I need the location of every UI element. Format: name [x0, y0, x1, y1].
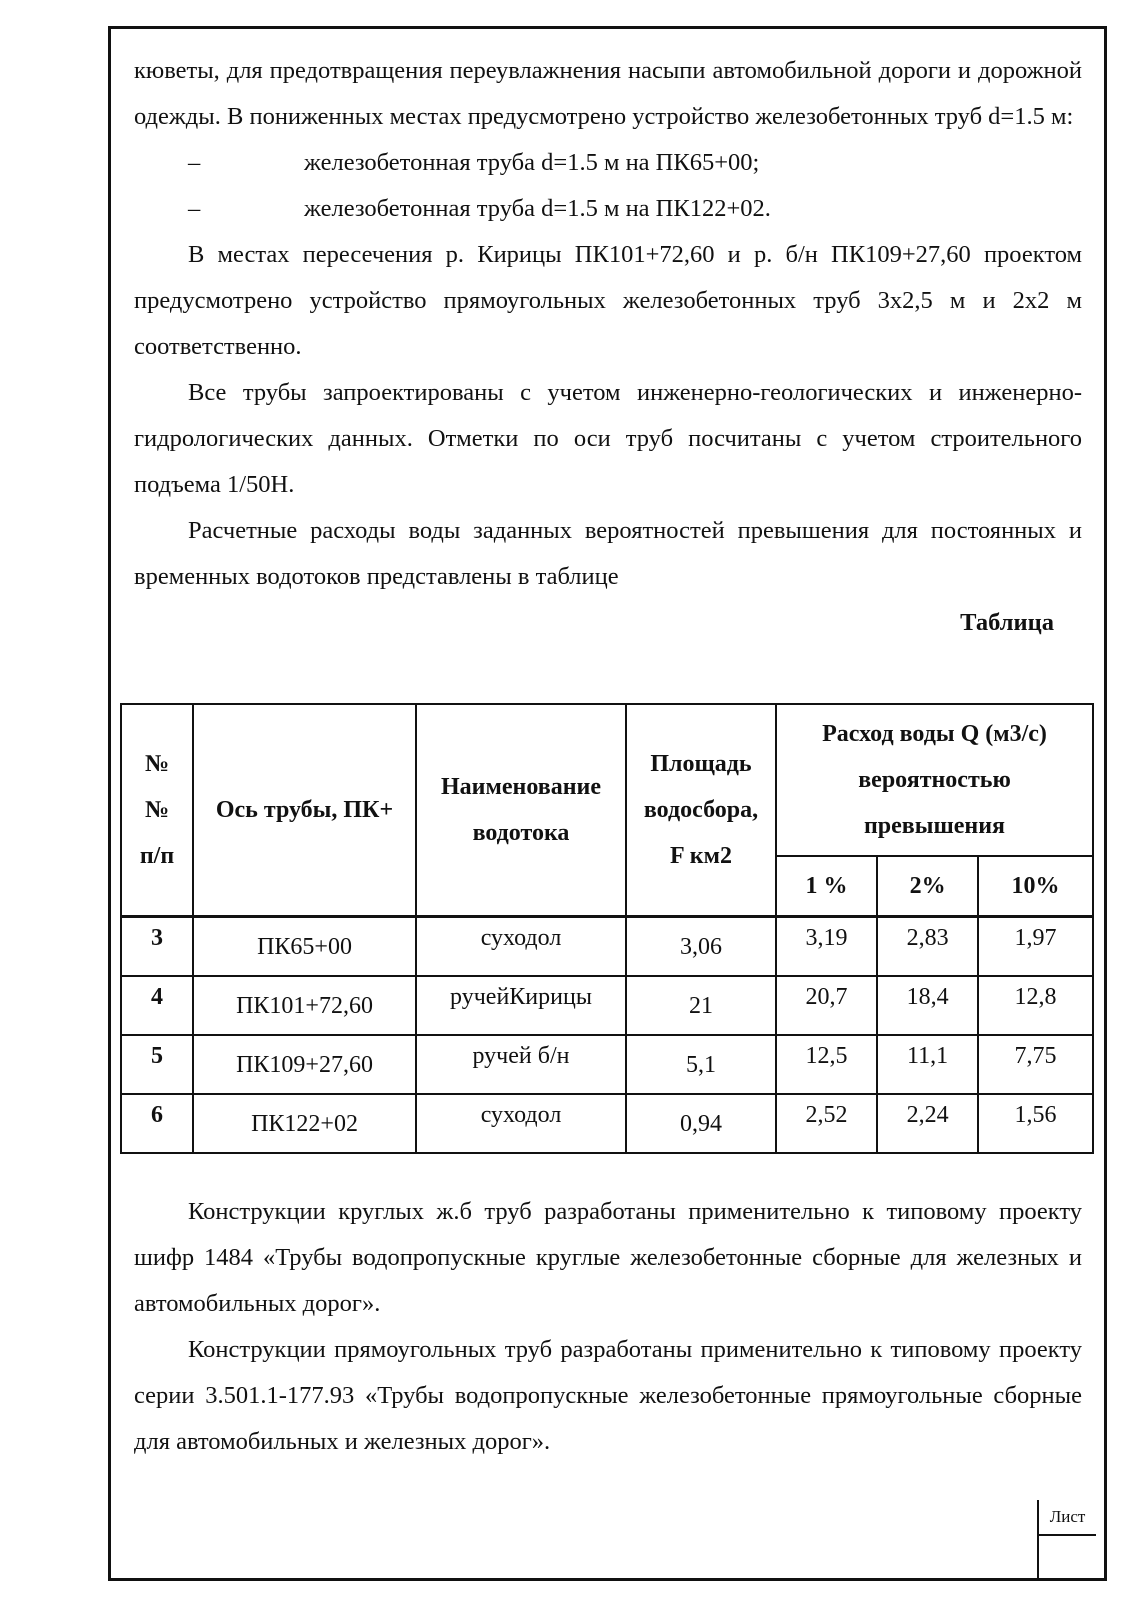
- header-p10: 10%: [978, 856, 1093, 917]
- paragraph-flows: Расчетные расходы воды заданных вероятностей превышения для постоянных и временных водотоков представлены в таблице: [134, 517, 1082, 590]
- cell-number: 3: [121, 917, 193, 977]
- cell-area: 0,94: [626, 1094, 776, 1153]
- cell-q1: 20,7: [776, 976, 877, 1035]
- cell-number: 6: [121, 1094, 193, 1153]
- cell-q1: 12,5: [776, 1035, 877, 1094]
- cell-q1: 3,19: [776, 917, 877, 977]
- sheet-number-box: [1037, 1536, 1096, 1581]
- list-text: железобетонная труба d=1.5 м на ПК65+00;: [304, 149, 760, 176]
- header-p1: 1 %: [776, 856, 877, 917]
- cell-area: 3,06: [626, 917, 776, 977]
- cell-q2: 18,4: [877, 976, 978, 1035]
- cell-axis: ПК109+27,60: [193, 1035, 416, 1094]
- sheet-label: Лист: [1037, 1500, 1096, 1536]
- cell-q10: 7,75: [978, 1035, 1093, 1094]
- list-text: железобетонная труба d=1.5 м на ПК122+02.: [304, 195, 771, 222]
- table-row: [121, 917, 1093, 977]
- table-caption: Таблица: [960, 609, 1054, 636]
- list-dash: –: [188, 149, 201, 176]
- cell-name: суходол: [416, 1094, 626, 1153]
- paragraph-crossings: В местах пересечения р. Кирицы ПК101+72,60 и р. б/н ПК109+27,60 проектом предусмотрено устройство прямоугольных железобетонных труб 3х2,5 м и 2х2 м соответственно.: [134, 241, 1082, 360]
- flow-table: [120, 703, 1094, 1154]
- paragraph-intro: кюветы, для предотвращения переувлажнения насыпи автомобильной дороги и дорожной одежды. В пониженных местах предусмотрено устройство железобетонных труб d=1.5 м:: [134, 57, 1082, 130]
- cell-number: 5: [121, 1035, 193, 1094]
- cell-q10: 1,97: [978, 917, 1093, 977]
- cell-name: суходол: [416, 917, 626, 977]
- cell-q10: 1,56: [978, 1094, 1093, 1153]
- cell-axis: ПК65+00: [193, 917, 416, 977]
- cell-q2: 2,24: [877, 1094, 978, 1153]
- list-item: [134, 140, 1082, 186]
- cell-name: ручей б/н: [416, 1035, 626, 1094]
- title-block-stamp: [1037, 1500, 1107, 1581]
- document-body: [134, 48, 1082, 646]
- cell-area: 5,1: [626, 1035, 776, 1094]
- cell-area: 21: [626, 976, 776, 1035]
- document-body-bottom: [134, 1189, 1082, 1465]
- cell-q2: 11,1: [877, 1035, 978, 1094]
- cell-axis: ПК122+02: [193, 1094, 416, 1153]
- cell-name: ручейКирицы: [416, 976, 626, 1035]
- header-watercourse: Наименование водотока: [416, 704, 626, 917]
- cell-number: 4: [121, 976, 193, 1035]
- paragraph-round-pipes: Конструкции круглых ж.б труб разработаны применительно к типовому проекту шифр 1484 «Трубы водопропускные круглые железобетонные сборные для железных и автомобильных дорог».: [134, 1198, 1082, 1317]
- header-flow: Расход воды Q (м3/с) вероятностью превышения: [776, 704, 1093, 856]
- table-row: [121, 976, 1093, 1035]
- header-catchment-area: Площадь водосбора, F км2: [626, 704, 776, 917]
- table-row: [121, 1094, 1093, 1153]
- paragraph-design: Все трубы запроектированы с учетом инженерно-геологических и инженерно-гидрологических данных. Отметки по оси труб посчитаны с учетом строительного подъема 1/50Н.: [134, 379, 1082, 498]
- cell-q10: 12,8: [978, 976, 1093, 1035]
- cell-q1: 2,52: [776, 1094, 877, 1153]
- header-axis: Ось трубы, ПК+: [193, 704, 416, 917]
- cell-axis: ПК101+72,60: [193, 976, 416, 1035]
- list-item: [134, 186, 1082, 232]
- table-row: [121, 1035, 1093, 1094]
- paragraph-rect-pipes: Конструкции прямоугольных труб разработаны применительно к типовому проекту серии 3.501.1-177.93 «Трубы водопропускные железобетонные прямоугольные сборные для автомобильных и железных дорог».: [134, 1336, 1082, 1455]
- cell-q2: 2,83: [877, 917, 978, 977]
- header-p2: 2%: [877, 856, 978, 917]
- list-dash: –: [188, 195, 201, 222]
- header-number: № № п/п: [121, 704, 193, 917]
